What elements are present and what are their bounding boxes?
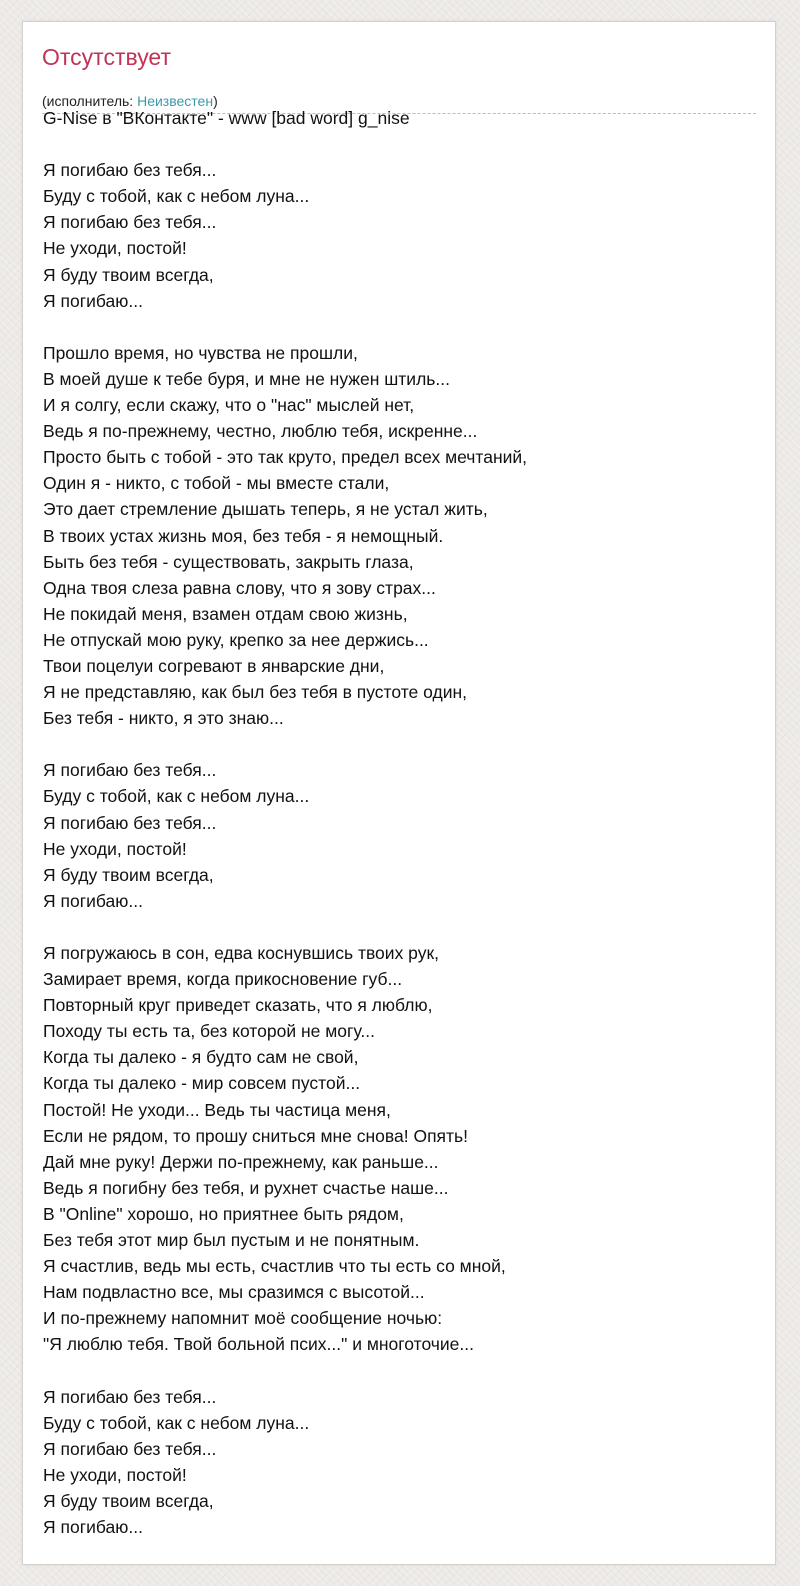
song-title: Отсутствует bbox=[42, 44, 171, 70]
lyrics-card bbox=[22, 21, 776, 1565]
artist-prefix: (исполнитель: bbox=[42, 93, 138, 109]
song-header bbox=[42, 42, 756, 114]
lyrics-text: G-Nise в "ВКонтакте" - www [bad word] g_nise Я погибаю без тебя... Буду с тобой, как с небом луна... Я погибаю без тебя... Не уходи, постой! Я буду твоим всегда, Я погибаю... Прошло время, но чувства не прошли, В моей душе к тебе буря, и мне не нужен штиль... И я солгу, если скажу, что о "нас" мыслей нет, Ведь я по-прежнему, честно, люблю тебя, искренне... Просто быть с тобой - это так круто, предел всех мечтаний, Один я - никто, с тобой - мы вместе стали, Это дает стремление дышать теперь, я не устал жить, В твоих устах жизнь моя, без тебя - я немощный. Быть без тебя - существовать, закрыть глаза, Одна твоя слеза равна слову, что я зову страх... Не покидай меня, взамен отдам свою жизнь, Не отпускай мою руку, крепко за нее держись... Твои поцелуи согревают в январские дни, Я не представляю, как был без тебя в пустоте один, Без тебя - никто, я это знаю... Я погибаю без тебя... Буду с тобой, как с небом луна... Я погибаю без тебя... Не уходи, постой! Я буду твоим всегда, Я погибаю... Я погружаюсь в сон, едва коснувшись твоих рук, Замирает время, когда прикосновение губ... Повторный круг приведет сказать, что я люблю, Походу ты есть та, без которой не могу... Когда ты далеко - я будто сам не свой, Когда ты далеко - мир совсем пустой... Постой! Не уходи... Ведь ты частица меня, Если не рядом, то прошу сниться мне снова! Опять! Дай мне руку! Держи по-прежнему, как раньше... Ведь я погибну без тебя, и рухнет счастье наше... В "Online" хорошо, но приятнее быть рядом, Без тебя этот мир был пустым и не понятным. Я счастлив, ведь мы есть, счастлив что ты есть со мной, Нам подвластно все, мы сразимся с высотой... И по-прежнему напомнит моё сообщение ночью: "Я люблю тебя. Твой больной псих..." и многоточие... Я погибаю без тебя... Буду с тобой, как с небом луна... Я погибаю без тебя... Не уходи, постой! Я буду твоим всегда, Я погибаю... bbox=[43, 108, 528, 1538]
artist-link[interactable]: Неизвестен bbox=[137, 93, 214, 109]
artist-suffix: ) bbox=[213, 93, 218, 109]
